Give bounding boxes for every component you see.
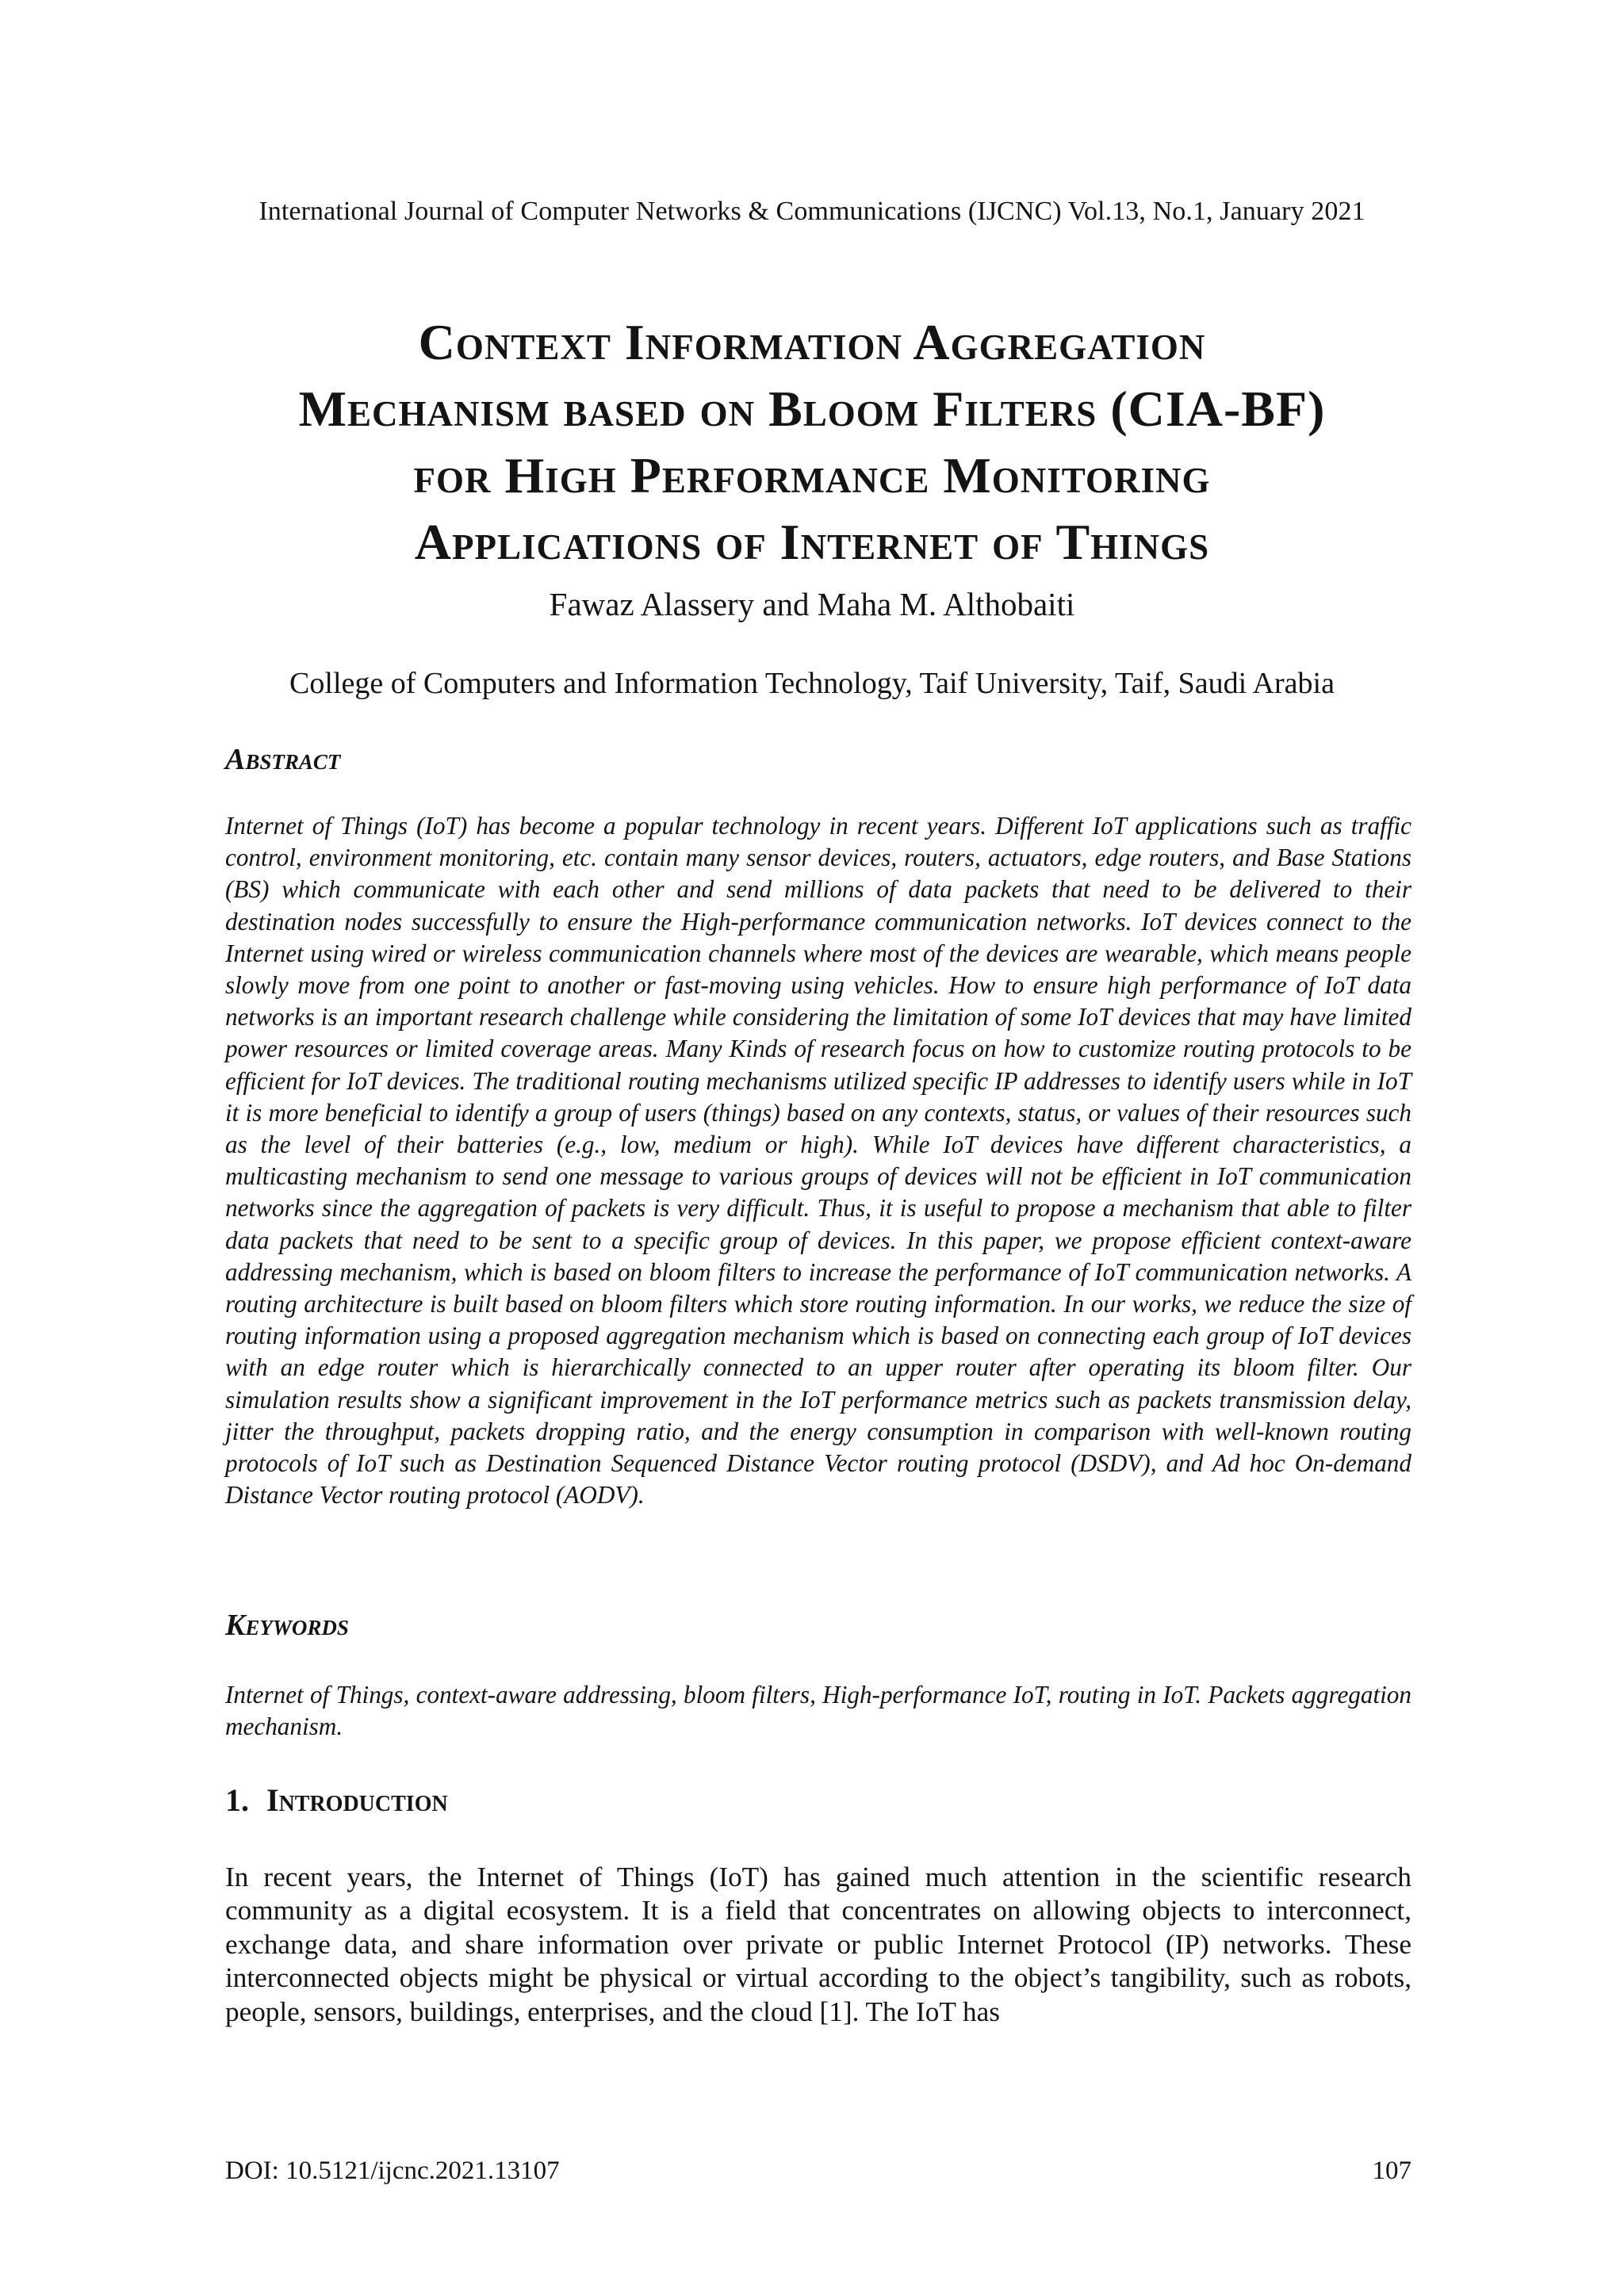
section-title: Introduction [266, 1782, 448, 1818]
abstract-text: Internet of Things (IoT) has become a popular technology in recent years. Different IoT applications such as traffic control, environment monitoring, etc. contain many sensor devices, routers, actuators, edge routers, and Base Stations (BS) which communicate with each other and send millions of data packets that need to be delivered to their destination nodes successfully to ensure the High-performance communication networks. IoT devices connect to the Internet using wired or wireless communication channels where most of the devices are wearable, which means people slowly move from one point to another or fast-moving using vehicles. How to ensure high performance of IoT data networks is an important research challenge while considering the limitation of some IoT devices that may have limited power resources or limited coverage areas. Many Kinds of research focus on how to customize routing protocols to be efficient for IoT devices. The traditional routing mechanisms utilized specific IP addresses to identify users while in IoT it is more beneficial to identify a group of users (things) based on any contexts, status, or values of their resources such as the level of their batteries (e.g., low, medium or high). While IoT devices have different characteristics, a multicasting mechanism to send one message to various groups of devices will not be efficient in IoT communication networks since the aggregation of packets is very difficult. Thus, it is useful to propose a mechanism that able to filter data packets that need to be sent to a specific group of devices. In this paper, we propose efficient context-aware addressing mechanism, which is based on bloom filters to increase the performance of IoT communication networks. A routing architecture is built based on bloom filters which store routing information. In our works, we reduce the size of routing information using a proposed aggregation mechanism which is based on connecting each group of IoT devices with an edge router which is hierarchically connected to an upper router after operating its bloom filter. Our simulation results show a significant improvement in the IoT performance metrics such as packets transmission delay, jitter the throughput, packets dropping ratio, and the energy consumption in comparison with well-known routing protocols of IoT such as Destination Sequenced Distance Vector routing protocol (DSDV), and Ad hoc On-demand Distance Vector routing protocol (AODV). [225, 812, 1411, 1510]
title-line-1: Context Information Aggregation [418, 314, 1206, 370]
running-head: International Journal of Computer Networks & Communications (IJCNC) Vol.13, No.1, January 2021 [259, 197, 1365, 226]
title-line-4: Applications of Internet of Things [414, 514, 1210, 570]
doi-link[interactable]: DOI: 10.5121/ijcnc.2021.13107 [225, 2156, 560, 2185]
keywords-heading: Keywords [225, 1609, 349, 1642]
authors: Fawaz Alassery and Maha M. Althobaiti [549, 586, 1075, 622]
introduction-text: In recent years, the Internet of Things (IoT) has gained much attention in the scientific research community as a digital ecosystem. It is a field that concentrates on allowing objects to interconnect, exchange data, and share information over private or public Internet Protocol (IP) networks. These interconnected objects might be physical or virtual according to the object’s tangibility, such as robots, people, sensors, buildings, enterprises, and the cloud [1]. The IoT has [225, 1862, 1411, 2027]
abstract-heading: Abstract [225, 743, 341, 776]
title-line-3: for High Performance Monitoring [413, 447, 1211, 503]
affiliation: College of Computers and Information Technology, Taif University, Taif, Saudi Arabia [289, 667, 1335, 700]
section-number: 1. [225, 1782, 249, 1818]
title-line-2: Mechanism based on Bloom Filters (CIA-BF) [298, 381, 1326, 437]
keywords-text: Internet of Things, context-aware addressing, bloom filters, High-performance IoT, routing in IoT. Packets aggregation mechanism. [225, 1681, 1411, 1741]
paper-title [190, 309, 1434, 576]
introduction-heading [225, 1781, 448, 1819]
page-number: 107 [1372, 2156, 1411, 2185]
